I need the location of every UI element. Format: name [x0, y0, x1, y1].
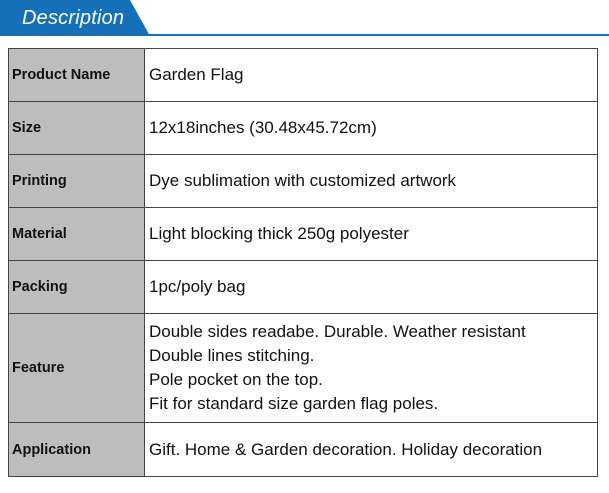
spec-value-line: Double sides readabe. Durable. Weather resistant [149, 322, 526, 341]
spec-value [145, 208, 598, 261]
description-header [0, 0, 609, 38]
spec-row-application [9, 423, 598, 477]
spec-label: Product Name [9, 49, 145, 102]
spec-row-material [9, 208, 598, 261]
spec-table [8, 48, 598, 477]
spec-label: Printing [9, 155, 145, 208]
spec-value [145, 49, 598, 102]
spec-value-line: Pole pocket on the top. [149, 370, 323, 389]
spec-row-size [9, 102, 598, 155]
spec-value [145, 261, 598, 314]
spec-value-line: Light blocking thick 250g polyester [149, 224, 409, 243]
spec-row-product-name [9, 49, 598, 102]
spec-label: Packing [9, 261, 145, 314]
spec-value-line: 1pc/poly bag [149, 277, 246, 296]
spec-row-packing [9, 261, 598, 314]
spec-value [145, 102, 598, 155]
spec-row-printing [9, 155, 598, 208]
spec-value [145, 155, 598, 208]
spec-value-line: Fit for standard size garden flag poles. [149, 394, 439, 413]
spec-row-feature [9, 314, 598, 423]
spec-value-line: Gift. Home & Garden decoration. Holiday decoration [149, 439, 543, 459]
spec-value [145, 423, 598, 477]
spec-value-line: 12x18inches (30.48x45.72cm) [149, 118, 377, 137]
spec-label: Feature [9, 314, 145, 423]
spec-value-line: Garden Flag [149, 65, 244, 84]
spec-value-line: Dye sublimation with customized artwork [149, 171, 457, 190]
spec-label: Size [9, 102, 145, 155]
spec-label: Application [9, 423, 145, 477]
spec-label: Material [9, 208, 145, 261]
header-title: Description [22, 7, 125, 29]
spec-value [145, 314, 598, 423]
spec-value-line: Double lines stitching. [149, 346, 315, 365]
